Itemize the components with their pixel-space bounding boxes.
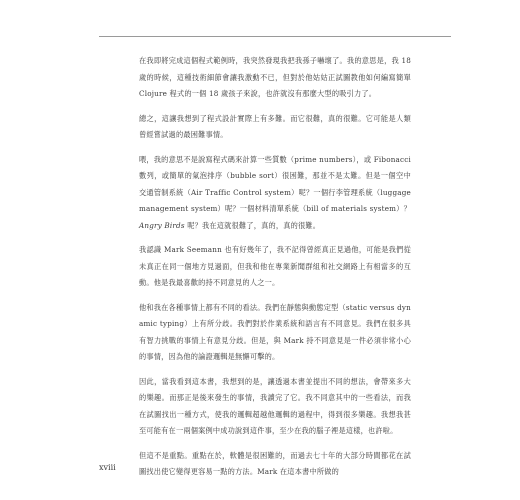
paragraph-3 <box>139 152 411 235</box>
paragraph-7: 但這不是重點。重點在於，軟體是很困難的，而過去七十年的大部分時間都花在試圖找出使它變得更容易一點的方法。Mark 在這本書中所做的 <box>139 450 411 476</box>
paragraph-3-main: 喂，我的意思不是說寫程式碼來計算一些質數（prime numbers），或 Fibonacci 數列，或簡單的氣泡排序（bubble sort）很困難，那並不是太難。但是一個空中交通管制系統（Air Traffic Control system）呢？一個行李管理系統（luggage management system）呢？一個材料清單系統（bill of materials system）？ <box>139 154 411 213</box>
page-number: xviii <box>99 463 116 472</box>
paragraph-1: 在我即將完成這個程式範例時，我突然發現我把我孫子嚇壞了。我的意思是，我 18 歲的時候，這種技術細節會讓我激動不已，但對於他姑姑正試圖教他如何編寫簡單 Clojure 程式的一個 18 歲孩子來說，也許就沒有那麼大型的吸引力了。 <box>139 56 411 98</box>
italic-title: Angry Birds <box>139 220 185 230</box>
body-text <box>139 53 411 489</box>
paragraph-2: 總之，這讓我想到了程式設計實際上有多難。而它很難，真的很難。它可能是人類曾經嘗試過的最困難事情。 <box>139 113 411 139</box>
paragraph-4: 我認識 Mark Seemann 也有好幾年了，我不記得曾經真正見過他，可能是我們從未真正在同一個地方見過面，但我和他在專業新聞群組和社交網路上有相當多的互動。他是我最喜歡的持不同意見的人之一。 <box>139 245 411 287</box>
header-rule <box>99 36 451 37</box>
paragraph-6: 因此，當我看到這本書，我想到的是，讓透過本書並提出不同的想法，會帶來多大的樂趣。而那正是後來發生的事情，我讀完了它。我不同意其中的一些看法，而我在試圖找出一種方式，使我的邏輯超越他邏輯的過程中，得到很多樂趣。我想我甚至可能有在一兩個案例中成功說到這件事，至少在我的腦子裡是這樣，也許啦。 <box>139 376 411 435</box>
paragraph-5: 他和我在各種事情上都有不同的看法。我們在靜態與動態定型（static versus dynamic typing）上有所分歧。我們對於作業系統和語言有不同意見。我們在很多具有智力挑戰的事情上有意見分歧。但是，與 Mark 持不同意見是一件必須非常小心的事情，因為他的論證邏輯是無懈可擊的。 <box>139 302 411 361</box>
paragraph-3-tail: 呢？我在這就很難了，真的，真的很難。 <box>184 220 321 230</box>
